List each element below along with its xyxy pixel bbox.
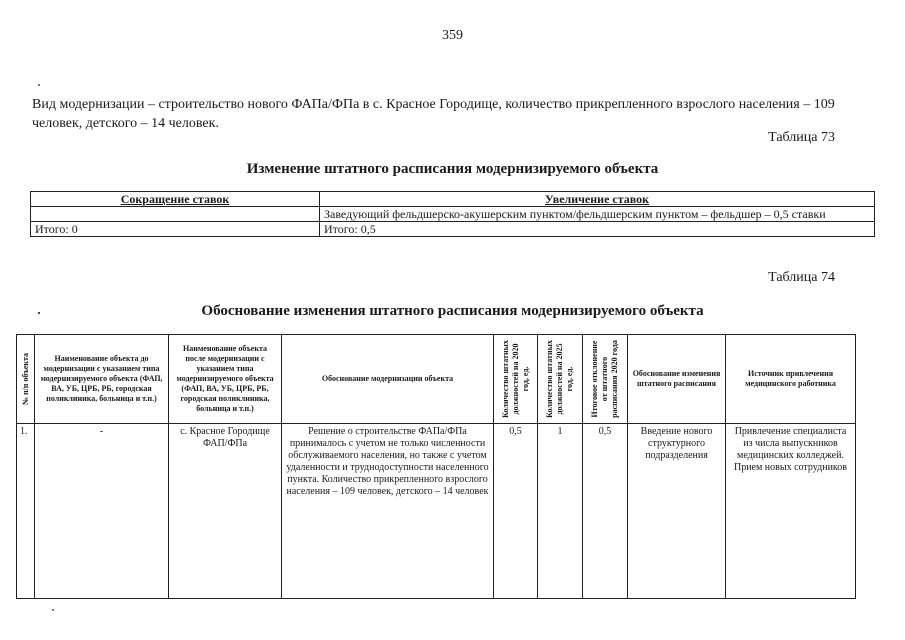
table73-total-increase: Итого: 0,5: [320, 222, 875, 237]
intro-paragraph: Вид модернизации – строительство нового ФАПа/ФПа в с. Красное Городище, количество прикрепленного взрослого населения – 109 человек, детского – 14 человек.: [32, 97, 835, 131]
table73-total-reduction: Итого: 0: [31, 222, 320, 237]
table74-cell-staff-2020: 0,5: [494, 424, 538, 599]
table74-header-number: № п/п объекта: [17, 335, 35, 424]
table73-header-increase: Увеличение ставок: [320, 192, 875, 207]
table73-cell: Заведующий фельдшерско-акушерским пунктом/фельдшерским пунктом – фельдшер – 0,5 ставки: [320, 207, 875, 222]
table74-header-deviation: Итоговое отклонение от штатного расписания 2020 года: [583, 335, 628, 424]
table74-cell-change-justification: Введение нового структурного подразделения: [628, 424, 726, 599]
table74-label: Таблица 74: [768, 270, 835, 285]
table74-cell-number: 1.: [17, 424, 35, 599]
table74-cell-after: с. Красное Городище ФАП/ФПа: [169, 424, 282, 599]
table74-header-after: Наименование объекта после модернизации с указанием типа модернизируемого объекта (ФАП, ВА, УБ, ЦРБ, РБ, городская поликлиника, больница и т.п.): [169, 335, 282, 424]
table74-header-staff-2025: Количество штатных должностей на 2025 год, ед.: [538, 335, 583, 424]
table74-cell-before: -: [35, 424, 169, 599]
scan-speck: [38, 84, 40, 86]
table73-label: Таблица 73: [768, 130, 835, 145]
table-row: [31, 207, 875, 222]
table74-cell-source: Привлечение специалиста из числа выпускников медицинских колледжей. Прием новых сотрудников: [726, 424, 856, 599]
table74-cell-staff-2025: 1: [538, 424, 583, 599]
table73-cell: [31, 207, 320, 222]
table74-title: Обоснование изменения штатного расписания модернизируемого объекта: [201, 303, 704, 319]
table-row: [17, 424, 856, 599]
table73-header-row: [31, 192, 875, 207]
table74: [16, 334, 856, 599]
table74-header-source: Источник привлечения медицинского работника: [726, 335, 856, 424]
table74-cell-justification: Решение о строительстве ФАПа/ФПа принималось с учетом не только численности обслуживаемого населения, но также с учетом удаленности и труднодоступности населенного пункта. Количество прикрепленного взрослого населения – 109 человек, детского – 14 человек: [282, 424, 494, 599]
table73-header-reduction: Сокращение ставок: [31, 192, 320, 207]
page-number: 359: [442, 28, 463, 43]
scan-speck: [52, 609, 54, 611]
table74-header-staff-2020: Количество штатных должностей на 2020 год, ед.: [494, 335, 538, 424]
table74-cell-deviation: 0,5: [583, 424, 628, 599]
table74-header-row: [17, 335, 856, 424]
table73-title: Изменение штатного расписания модернизируемого объекта: [246, 161, 659, 177]
table-row: [31, 222, 875, 237]
table73: [30, 191, 875, 237]
table74-header-justification: Обоснование модернизации объекта: [282, 335, 494, 424]
table74-header-before: Наименование объекта до модернизации с указанием типа модернизируемого объекта (ФАП, ВА, УБ, ЦРБ, РБ, городская поликлиника, больница и т.п.): [35, 335, 169, 424]
table74-header-change-justification: Обоснование изменения штатного расписания: [628, 335, 726, 424]
